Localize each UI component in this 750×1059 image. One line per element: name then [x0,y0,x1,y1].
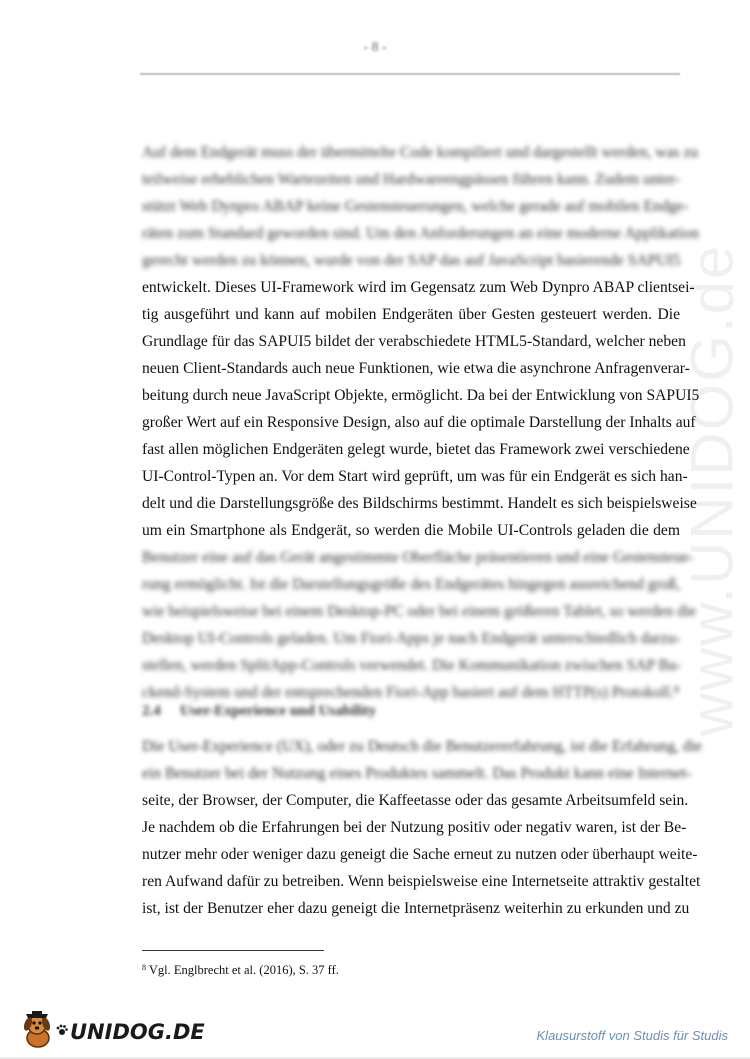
text-line: ckend-System und der entsprechenden Fiori-App basiert auf dem HTTP(s) Protokoll.⁸ [142,684,680,701]
text-line: Desktop UI-Controls geladen. Um Fiori-Apps je nach Endgerät unterschiedlich darzu- [142,630,681,647]
footnote [142,963,339,978]
section-heading [142,703,376,720]
text-line: großer Wert auf ein Responsive Design, also auf die optimale Darstellung der Inhalts auf [142,414,696,431]
text-line: fast allen möglichen Endgeräten gelegt wurde, bietet das Framework zwei verschiedene [142,441,690,458]
text-line: gerecht werden zu können, wurde von der SAP das auf JavaScript basierende SAPUI5 [142,252,681,269]
text-line: stellen, werden SplitApp-Controls verwendet. Die Kommunikation zwischen SAP Ba- [142,657,682,674]
text-line: nutzer mehr oder weniger dazu geneigt die Sache erneut zu nutzen oder überhaupt weite- [142,846,698,863]
text-line: wie beispielsweise bei einem Desktop-PC oder bei einem größeren Tablet, so werden die [142,603,697,620]
text-line: Grundlage für das SAPUI5 bildet der verabschiedete HTML5-Standard, welcher neben [142,333,686,350]
text-line: ein Benutzer bei der Nutzung eines Produktes sammelt. Das Produkt kann eine Internet- [142,765,692,782]
text-line: ren Aufwand dafür zu betreiben. Wenn beispielsweise eine Internetseite attraktiv gestaltet [142,873,701,890]
footnote-marker: 8 [142,963,146,972]
text-line: entwickelt. Dieses UI-Framework wird im Gegensatz zum Web Dynpro ABAP clientsei- [142,279,695,296]
footer-tagline: Klausurstoff von Studis für Studis [536,1028,728,1043]
text-line: delt und die Darstellungsgröße des Bildschirms bestimmt. Handelt es sich beispielsweise [142,495,697,512]
text-line: seite, der Browser, der Computer, die Kaffeetasse oder das gesamte Arbeitsumfeld sein. [142,792,689,809]
text-line: rung ermöglicht. Ist die Darstellungsgröße des Endgerätes hingegen ausreichend groß, [142,576,681,593]
text-line: neuen Client-Standards auch neue Funktionen, wie etwa die asynchrone Anfragenverar- [142,360,690,377]
watermark: www.UNIDOG.de [678,243,746,737]
text-line: Je nachdem ob die Erfahrungen bei der Nutzung positiv oder negativ waren, ist der Be- [142,819,687,836]
page-number: - 8 - [363,40,387,55]
text-line: ist, ist der Benutzer eher dazu geneigt die Internetpräsenz weiterhin zu erkunden und zu [142,900,690,917]
dog-mascot-icon [20,1011,56,1054]
text-line: Auf dem Endgerät muss der übermittelte Code kompiliert und dargestellt werden, was zu [142,144,699,161]
paragraph-2 [142,733,702,922]
text-line: räten zum Standard geworden sind. Um den Anforderungen an eine moderne Applikation [142,225,699,242]
text-line: um ein Smartphone als Endgerät, so werden die Mobile UI-Controls geladen die dem [142,522,680,539]
footnote-divider [142,950,324,951]
text-line: beitung durch neue JavaScript Objekte, ermöglicht. Da bei der Entwicklung von SAPUI5 [142,387,700,404]
section-title: User-Experience und Usability [180,703,377,719]
section-number: 2.4 [142,703,161,719]
footnote-text: Vgl. Englbrecht et al. (2016), S. 37 ff. [146,963,339,977]
text-line: teilweise erheblichen Wartezeiten und Hardwareengpässen führen kann. Zudem unter- [142,171,681,188]
text-line: UI-Control-Typen an. Vor dem Start wird geprüft, um was für ein Endgerät es sich han- [142,468,688,485]
text-line: Benutzer eine auf das Gerät angestimmte Oberfläche präsentieren und eine Gestensteue- [142,549,694,566]
paragraph-1 [142,139,700,706]
text-line: Die User-Experience (UX), oder zu Deutsch die Benutzererfahrung, ist die Erfahrung, die [142,738,702,755]
unidog-logo[interactable] [20,1012,205,1052]
paw-icon [56,1023,68,1041]
text-line: tig ausgeführt und kann auf mobilen Endgeräten über Gesten gesteuert werden. Die [142,306,680,323]
text-line: stützt Web Dynpro ABAP keine Gestensteuerungen, welche gerade auf mobilen Endge- [142,198,689,215]
header-divider [140,73,680,75]
logo-text: UNIDOG.DE [70,1020,205,1044]
